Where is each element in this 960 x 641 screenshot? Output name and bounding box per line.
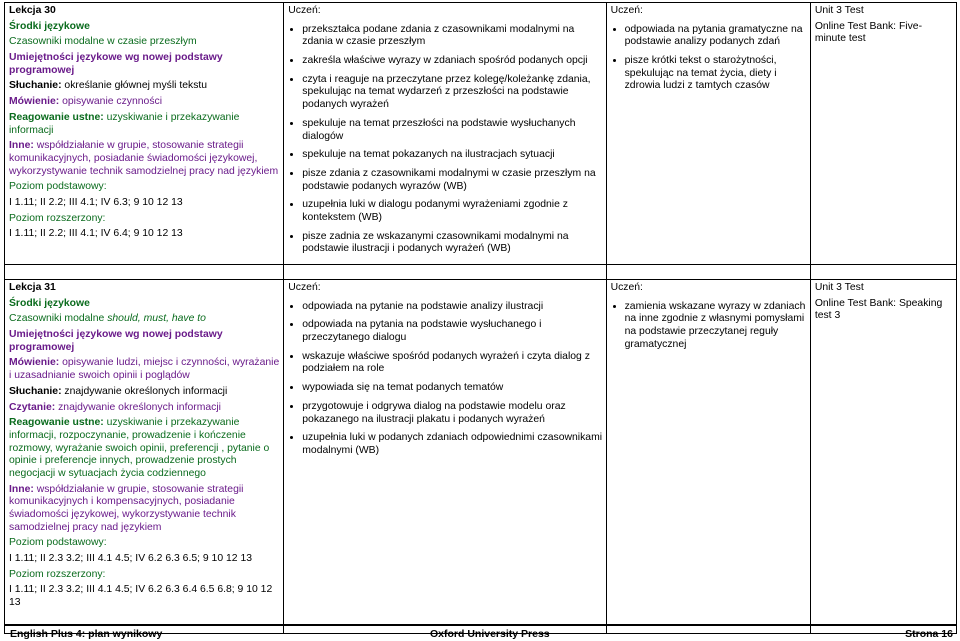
list-item: • pisze krótki tekst o starożytności, spekulując na temat życia, diety i zdrowia ludzi z tamtych czasów [625,55,807,93]
poziom-podstawowy-label: Poziom podstawowy: [9,537,107,549]
skill-other: Inne: współdziałanie w grupie, stosowanie strategii komunikacyjnych i kompensacyjnych, posiadanie świadomości językowej, wykorzystywanie technik samodzielnej pracy nad językiem [9,483,244,533]
lesson-title: Lekcja 31 [9,282,56,293]
skills-label: Umiejętności językowe wg nowej podstawy programowej [9,329,223,353]
uczen-label: Uczeń: [288,282,321,293]
skill-speaking: Mówienie: opisywanie czynności [9,96,163,108]
lesson-plan-table [4,2,957,634]
lesson-plan-sheet [4,2,957,634]
list-item: • odpowiada na pytanie na podstawie analizy ilustracji [302,301,602,314]
row-gap [5,265,957,280]
test-title: Unit 3 Test [814,282,864,293]
lesson-30-extended-cell [606,3,810,265]
lesson-title: Lekcja 30 [9,5,56,16]
test-text: Online Test Bank: Speaking test 3 [814,297,943,322]
list-item: • uzupełnia luki w dialogu podanymi wyrażeniami zgodnie z kontekstem (WB) [302,199,602,224]
lesson-row-31 [5,280,957,634]
lesson-31-info-cell [5,280,284,634]
skill-other: Inne: współdziałanie w grupie, stosowanie strategii komunikacyjnych, posiadanie świadomości językowej, wykorzystywanie technik samodzielnej pracy nad językiem [9,140,279,177]
test-title: Unit 3 Test [814,5,864,16]
skill-reacting: Reagowanie ustne: uzyskiwanie i przekazywanie informacji [9,111,240,136]
poziom-podstawowy-value: I 1.11; II 2.3 3.2; III 4.1 4.5; IV 6.2 6.3 6.5; 9 10 12 13 [9,553,253,565]
list-item: • pisze zadnia ze wskazanymi czasownikami modalnymi na podstawie ilustracji i podanych wyrażeń (WB) [302,231,602,256]
poziom-rozszerzony-value: I 1.11; II 2.3 3.2; III 4.1 4.5; IV 6.2 6.3 6.4 6.5 6.8; 9 10 12 13 [9,584,273,609]
list-item: • odpowiada na pytania gramatyczne na podstawie analizy podanych zdań [625,24,807,49]
extended-outcomes-list [611,24,807,93]
lesson-31-extended-cell [606,280,810,634]
lesson-30-info-cell [5,3,284,265]
lesson-31-outcomes-cell [284,280,606,634]
lesson-30-outcomes-cell [284,3,606,265]
poziom-rozszerzony-label: Poziom rozszerzony: [9,568,106,580]
srodki-text: Czasowniki modalne should, must, have to [9,313,206,325]
list-item: • czyta i reaguje na przeczytane przez kolegę/koleżankę zdania, spekulując na temat wydarzeń z przeszłości na podstawie podanych wyrażeń [302,74,602,112]
test-text: Online Test Bank: Five-minute test [814,20,923,45]
lesson-31-test-cell [810,280,956,634]
list-item: • zakreśla właściwe wyrazy w zdaniach spośród podanych opcji [302,55,602,68]
list-item: • pisze zdania z czasownikami modalnymi w czasie przeszłym na podstawie podanych wyrazów (WB) [302,168,602,193]
extended-outcomes-list [611,301,807,352]
poziom-rozszerzony-value: I 1.11; II 2.2; III 4.1; IV 6.4; 9 10 12 13 [9,228,183,240]
skill-reacting: Reagowanie ustne: uzyskiwanie i przekazywanie informacji, rozpoczynanie, prowadzenie i kończenie rozmowy, wyrażanie swoich opinii, preferencji , pytanie o opinie i preferencje innych, prowadzenie prostych negocjacji w sytuacjach życia codziennego [9,417,270,479]
poziom-rozszerzony-label: Poziom rozszerzony: [9,212,106,224]
poziom-podstawowy-value: I 1.11; II 2.2; III 4.1; IV 6.3; 9 10 12 13 [9,196,183,208]
srodki-text: Czasowniki modalne w czasie przeszłym [9,36,197,48]
list-item: • wskazuje właściwe spośród podanych wyrażeń i czyta dialog z podziałem na role [302,351,602,376]
uczen-label: Uczeń: [610,5,643,16]
list-item: • przygotowuje i odgrywa dialog na podstawie modelu oraz pokazanego na ilustracji plakatu i podanych wyrażeń [302,401,602,426]
srodki-label: Środki językowe [9,20,90,32]
skill-reading: Czytanie: znajdywanie określonych informacji [9,401,221,413]
lesson-row-30 [5,3,957,265]
list-item: • spekuluje na temat przeszłości na podstawie wysłuchanych dialogów [302,118,602,143]
list-item: • wypowiada się na temat podanych tematów [302,382,602,395]
skill-listening: Słuchanie: określanie głównej myśli tekstu [9,80,208,92]
lesson-30-test-cell [810,3,956,265]
srodki-label: Środki językowe [9,297,90,309]
list-item: • odpowiada na pytania na podstawie wysłuchanego i przeczytanego dialogu [302,319,602,344]
list-item: • spekuluje na temat pokazanych na ilustracjach sytuacji [302,149,602,162]
list-item: • uzupełnia luki w podanych zdaniach odpowiednimi czasownikami modalnymi (WB) [302,432,602,457]
skill-listening: Słuchanie: znajdywanie określonych informacji [9,385,228,397]
poziom-podstawowy-label: Poziom podstawowy: [9,181,107,193]
uczen-label: Uczeń: [288,5,321,16]
outcomes-list [288,24,602,256]
uczen-label: Uczeń: [610,282,643,293]
page-footer [4,624,957,640]
outcomes-list [288,301,602,458]
skills-label: Umiejętności językowe wg nowej podstawy programowej [9,52,223,76]
footer-page-number: Strona 16 [905,628,953,640]
footer-title: English Plus 4: plan wynikowy [10,628,163,640]
skill-speaking: Mówienie: opisywanie ludzi, miejsc i czynności, wyrażanie i uzasadnianie swoich opinii i poglądów [9,357,280,382]
footer-publisher: Oxford University Press [430,628,550,640]
list-item: • przekształca podane zdania z czasownikami modalnymi na zdania w czasie przeszłym [302,24,602,49]
list-item: • zamienia wskazane wyrazy w zdaniach na inne zgodnie z własnymi pomysłami na podstawie przeczytanej reguły gramatycznej [625,301,807,352]
